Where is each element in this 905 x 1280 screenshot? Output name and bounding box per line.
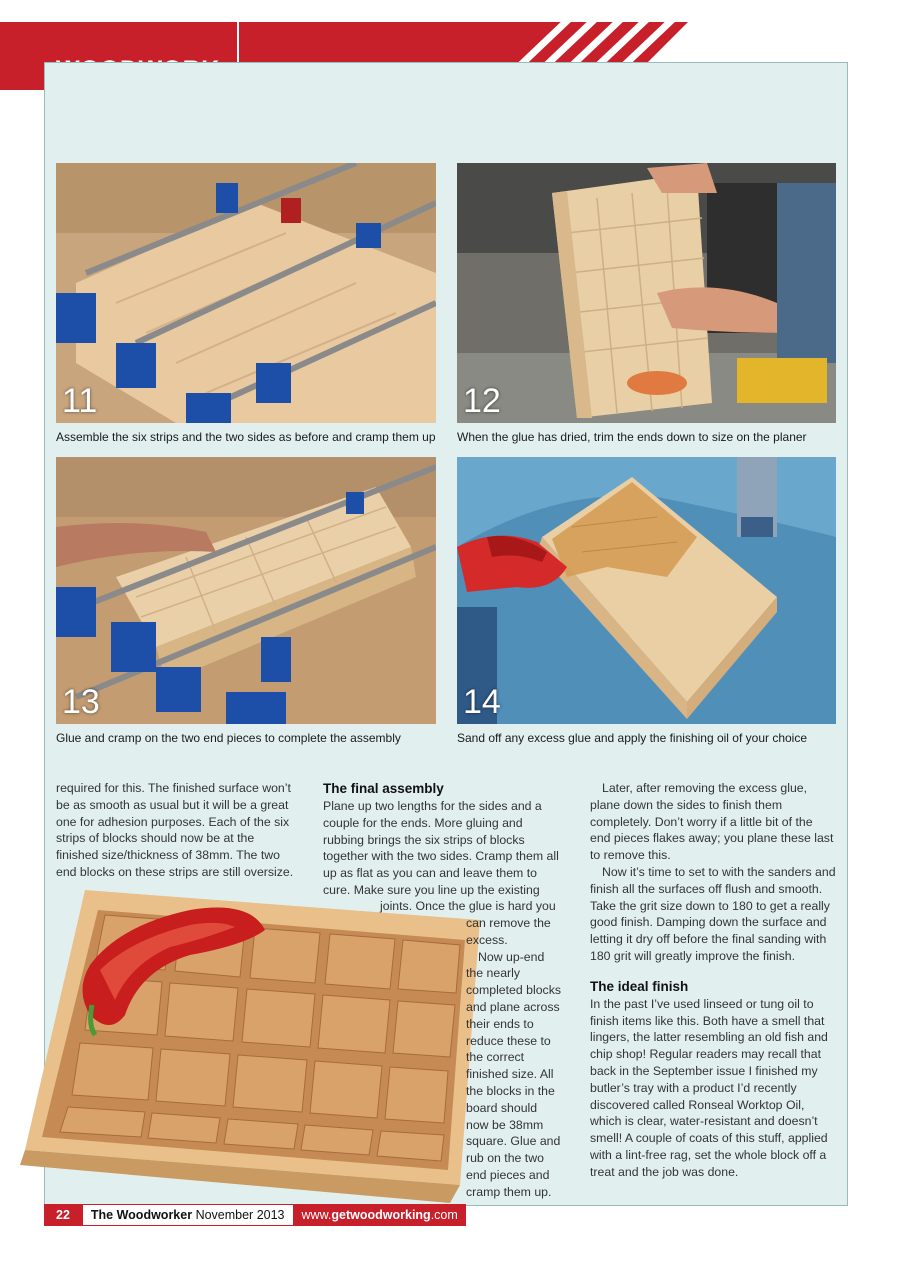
page-number: 22 <box>44 1204 82 1226</box>
step-number: 13 <box>62 683 100 721</box>
step-number: 12 <box>463 382 501 420</box>
photo-caption: Sand off any excess glue and apply the finishing oil of your choice <box>457 731 808 745</box>
column-2 <box>323 780 578 899</box>
text-line: finished size/thickness of 38mm. The two <box>56 848 280 863</box>
chopping-board-photo <box>20 885 540 1205</box>
magazine-name: The Woodworker <box>90 1208 193 1222</box>
photo-13 <box>56 457 436 724</box>
text-line: the correct <box>466 1050 525 1065</box>
column-2-wrap-b <box>466 915 581 1201</box>
paragraph: In the past I’ve used linseed or tung oil to finish items like this. Both have a smell that lingers, the latter resembling an old fish and chip shop! Regular readers may recall that back in the September issue I finished my butler’s tray with a product I’d recently discovered called Ronseal Worktop Oil, which is clear, water-resistant and doesn’t smell! A couple of coats of this stuff, applied with a lint-free rag, set the whole block off a treat and the job was done. <box>590 996 828 1179</box>
text-line: together with the two sides. Cramp them all <box>323 849 559 864</box>
text-line: be as smooth as usual but it will be a great <box>56 797 289 812</box>
text-line: cure. Make sure you line up the existing <box>323 882 540 897</box>
photo-11 <box>56 163 436 423</box>
text-line: rubbing brings the six strips of blocks <box>323 832 525 847</box>
text-line: square. Glue and <box>466 1134 561 1149</box>
step-number: 14 <box>463 683 501 721</box>
text-line: strips of blocks should now be at the <box>56 831 255 846</box>
column-2-wrap-a <box>380 898 580 915</box>
url-main: getwoodworking <box>331 1208 431 1222</box>
url-prefix: www. <box>301 1208 332 1222</box>
url-suffix: .com <box>430 1208 458 1222</box>
text-line: the blocks in the <box>466 1083 555 1098</box>
text-line: couple for the ends. More gluing and <box>323 815 523 830</box>
photo-caption: When the glue has dried, trim the ends down to size on the planer <box>457 430 807 444</box>
photo-caption: Glue and cramp on the two end pieces to complete the assembly <box>56 731 401 745</box>
issue-date: November 2013 <box>195 1208 285 1222</box>
text-line: one for adhesion purposes. Each of the six <box>56 814 290 829</box>
text-line: end pieces and <box>466 1167 550 1182</box>
photo-12 <box>457 163 836 423</box>
section-heading: The ideal finish <box>590 978 689 994</box>
text-line: finished size. All <box>466 1067 554 1082</box>
column-1 <box>56 780 306 881</box>
section-heading: The final assembly <box>323 781 444 796</box>
website-link[interactable] <box>294 1204 466 1226</box>
step-number: 11 <box>62 382 98 420</box>
text-line: can remove the <box>466 916 551 930</box>
photo-14 <box>457 457 836 724</box>
text-line: up as flat as you can and leave them to <box>323 866 537 881</box>
text-line: reduce these to <box>466 1033 551 1048</box>
text-line: joints. Once the glue is hard you <box>380 899 556 913</box>
paragraph: Later, after removing the excess glue, plane down the sides to finish them completely. Don’t worry if a little bit of the end pieces flakes away; you plane these last to remove this. <box>590 781 834 863</box>
text-line: required for this. The finished surface won’t <box>56 781 291 795</box>
text-line: excess. <box>466 932 508 947</box>
text-line: and plane across <box>466 999 560 1014</box>
text-line: board should <box>466 1100 538 1115</box>
text-line: rub on the two <box>466 1151 544 1166</box>
text-line: completed blocks <box>466 983 562 998</box>
column-3 <box>590 780 836 1181</box>
text-line: Now up-end <box>478 949 545 964</box>
text-line: Plane up two lengths for the sides and a <box>323 799 542 813</box>
text-line: their ends to <box>466 1016 534 1031</box>
text-line: end blocks on these strips are still oversize. <box>56 864 294 879</box>
text-line: cramp them up. <box>466 1184 552 1199</box>
paragraph: Now it’s time to set to with the sanders and finish all the surfaces off flush and smooth. Take the grit size down to 180 to get a really good finish. Damping down the surface and letting it dry off before the final sanding with 180 grit will greatly improve the finish. <box>590 864 836 963</box>
text-line: the nearly <box>466 966 521 981</box>
text-line: now be 38mm <box>466 1117 544 1132</box>
magazine-info <box>82 1204 294 1226</box>
photo-caption: Assemble the six strips and the two sides as before and cramp them up <box>56 430 436 444</box>
page-footer <box>44 1204 466 1226</box>
